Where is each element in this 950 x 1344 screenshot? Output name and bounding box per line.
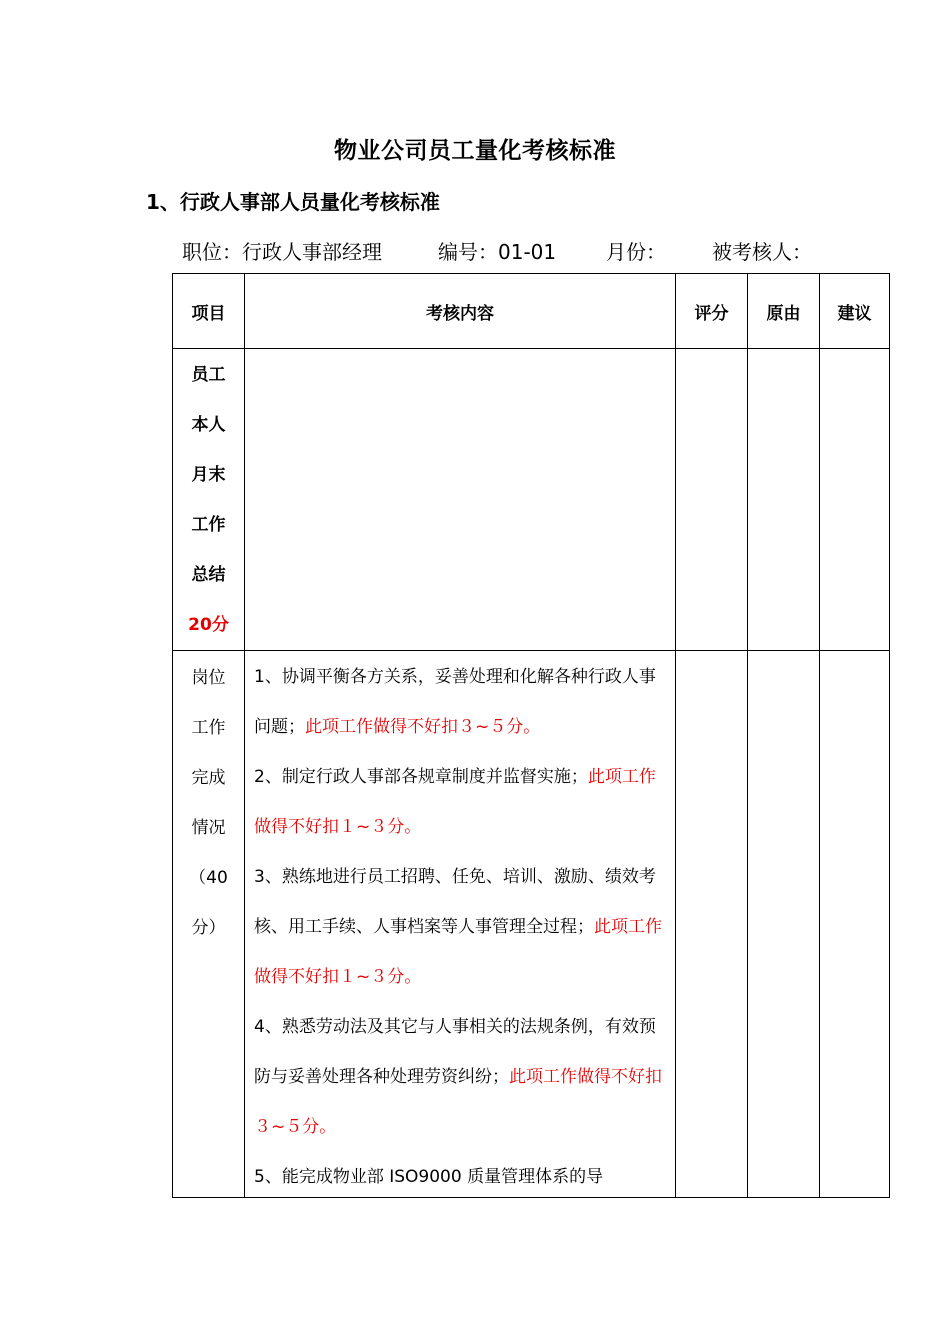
position-field: 职位：行政人事部经理 bbox=[182, 240, 382, 264]
assessee-field: 被考核人： bbox=[712, 240, 812, 264]
header-item: 项目 bbox=[173, 274, 245, 349]
content-cell bbox=[245, 651, 676, 1198]
content-cell[interactable] bbox=[245, 349, 676, 651]
reason-cell[interactable] bbox=[748, 349, 820, 651]
penalty-text: 此项工作做得不好扣３~５分。 bbox=[305, 717, 541, 737]
table-row bbox=[173, 651, 890, 1198]
label-line: 工作 bbox=[191, 515, 226, 535]
header-reason: 原由 bbox=[748, 274, 820, 349]
label-line: 岗位 bbox=[191, 668, 226, 688]
points-label: 20分 bbox=[188, 615, 229, 635]
score-cell[interactable] bbox=[676, 349, 748, 651]
criteria-item: 4、熟悉劳动法及其它与人事相关的法规条例，有效预防与妥善处理各种处理劳资纠纷；此项工作做得不好扣３~５分。 bbox=[254, 1017, 662, 1137]
table-row bbox=[173, 349, 890, 651]
label-line: 月末 bbox=[191, 465, 226, 485]
label-line: 总结 bbox=[191, 565, 226, 585]
row-label-performance bbox=[173, 651, 245, 1198]
header-score: 评分 bbox=[676, 274, 748, 349]
header-content: 考核内容 bbox=[245, 274, 676, 349]
suggestion-cell[interactable] bbox=[820, 349, 890, 651]
month-field: 月份： bbox=[606, 240, 666, 264]
score-cell[interactable] bbox=[676, 651, 748, 1198]
reason-cell[interactable] bbox=[748, 651, 820, 1198]
assessment-table bbox=[172, 273, 890, 1198]
criteria-item: 3、熟练地进行员工招聘、任免、培训、激励、绩效考核、用工手续、人事档案等人事管理全过程；此项工作做得不好扣１~３分。 bbox=[254, 867, 662, 987]
row-label-summary bbox=[173, 349, 245, 651]
table-header-row bbox=[173, 274, 890, 349]
suggestion-cell[interactable] bbox=[820, 651, 890, 1198]
penalty-text: 此项工作做得不好扣３~５分。 bbox=[254, 1067, 662, 1137]
document-title: 物业公司员工量化考核标准 bbox=[334, 138, 616, 164]
label-line: 分） bbox=[191, 918, 226, 938]
penalty-text: 此项工作做得不好扣１~３分。 bbox=[254, 767, 656, 837]
label-line: 情况 bbox=[191, 818, 226, 838]
label-line: 员工 bbox=[191, 365, 226, 385]
label-line: 完成 bbox=[191, 768, 226, 788]
criteria-item: 1、协调平衡各方关系，妥善处理和化解各种行政人事问题；此项工作做得不好扣３~５分。 bbox=[254, 667, 656, 737]
header-suggestion: 建议 bbox=[820, 274, 890, 349]
criteria-item: 5、能完成物业部 ISO9000 质量管理体系的导 bbox=[254, 1167, 604, 1187]
number-field: 编号：01-01 bbox=[438, 240, 557, 264]
section-heading: 1、行政人事部人员量化考核标准 bbox=[146, 190, 440, 214]
label-line: 工作 bbox=[191, 718, 226, 738]
label-line: 本人 bbox=[191, 415, 226, 435]
label-line: （40 bbox=[189, 868, 228, 888]
penalty-text: 此项工作做得不好扣１~３分。 bbox=[254, 917, 662, 987]
criteria-item: 2、制定行政人事部各规章制度并监督实施；此项工作做得不好扣１~３分。 bbox=[254, 767, 656, 837]
